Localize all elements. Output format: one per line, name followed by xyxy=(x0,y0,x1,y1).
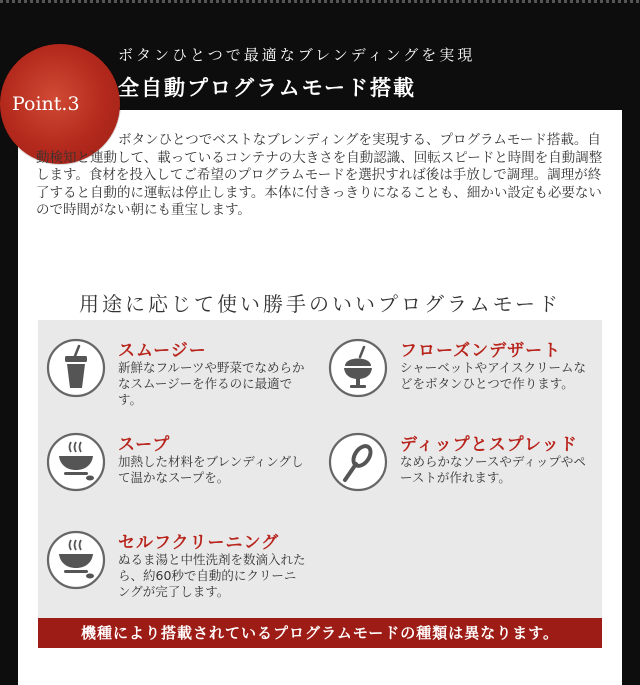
program-modes-box xyxy=(38,320,602,618)
mode-description: なめらかなソースやディップやペーストが作れます。 xyxy=(400,454,586,485)
ice-cream-icon xyxy=(328,338,388,398)
soup-bowl-icon xyxy=(46,432,106,492)
program-mode-heading: 用途に応じて使い勝手のいいプログラムモード xyxy=(79,292,561,316)
mode-self-cleaning xyxy=(46,530,316,620)
mode-name: スープ xyxy=(118,435,171,455)
section-title: 全自動プログラムモード搭載 xyxy=(118,75,416,100)
top-dashed-border xyxy=(0,0,640,3)
mode-name: フローズンデザート xyxy=(400,341,562,361)
mode-description: 加熱した材料をブレンディングして温かなスープを。 xyxy=(118,454,304,485)
mode-description: 新鮮なフルーツや野菜でなめらかなスムージーを作るのに最適です。 xyxy=(118,360,305,407)
spatula-icon xyxy=(328,432,388,492)
mode-description: シャーベットやアイスクリームなどをボタンひとつで作ります。 xyxy=(400,360,587,391)
smoothie-cup-icon xyxy=(46,338,106,398)
mode-dip-and-spread xyxy=(328,432,598,522)
mode-description: ぬるま湯と中性洗剤を数滴入れたら、約60秒で自動的にクリーニングが完了します。 xyxy=(118,552,306,599)
point-badge-label: Point.3 xyxy=(12,93,80,115)
section-subtitle: ボタンひとつで最適なブレンディングを実現 xyxy=(118,46,476,64)
mode-name: ディップとスプレッド xyxy=(400,435,578,455)
mode-frozen-dessert xyxy=(328,338,598,428)
mode-name: スムージー xyxy=(118,341,207,361)
mode-soup xyxy=(46,432,316,522)
model-note-bar: 機種により搭載されているプログラムモードの種類は異なります。 xyxy=(38,618,602,648)
mode-name: セルフクリーニング xyxy=(118,533,280,553)
mode-smoothie xyxy=(46,338,316,428)
intro-paragraph: ボタンひとつでベストなブレンディングを実現する、プログラムモード搭載。自動検知と連動して、載っているコンテナの大きさを自動認識、回転スピードと時間を自動調整します。食材を投入してご希望のプログラムモードを選択すれば後は手放しで調理。調理が終了すると自動的に運転は停止します。本体に付きっきりになることも、細かい設定も必要ないので時間がない朝にも重宝します。 xyxy=(36,132,603,218)
soup-bowl-icon xyxy=(46,530,106,590)
